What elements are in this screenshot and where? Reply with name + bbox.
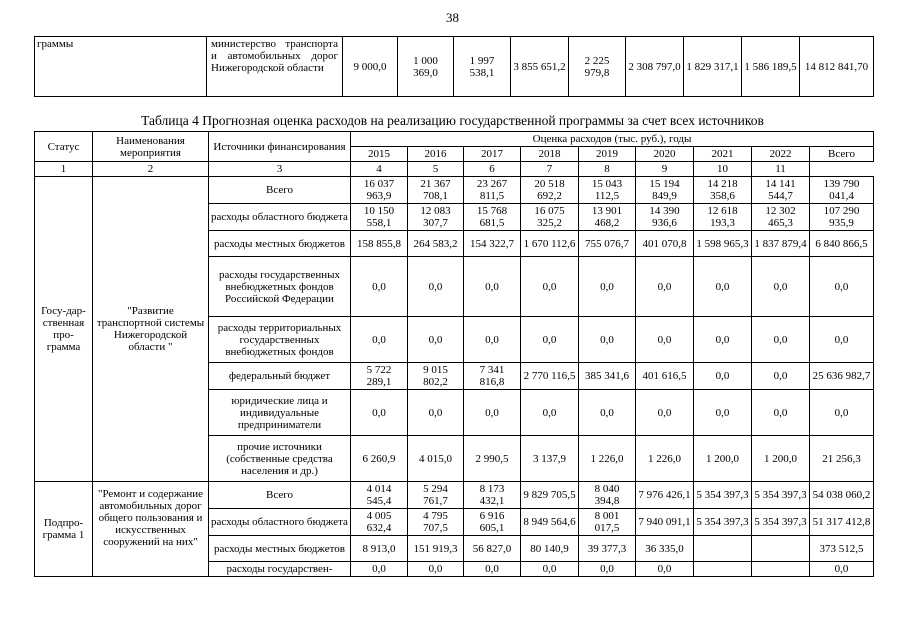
amount-cell: 1 226,0 [579,436,636,482]
column-number: 6 [464,162,521,177]
amount-cell: 0,0 [351,390,408,436]
amount-cell: 0,0 [579,562,636,577]
amount-cell: 21 367 708,1 [408,177,464,204]
amount-cell: 4 005 632,4 [351,509,408,536]
amount-cell: 0,0 [694,390,752,436]
amount-cell: 1 200,0 [752,436,810,482]
amount-cell: 0,0 [579,390,636,436]
value-cell: 1 586 189,5 [742,37,800,97]
value-cell: 3 855 651,2 [511,37,569,97]
amount-cell: 5 722 289,1 [351,363,408,390]
amount-cell: 15 768 681,5 [464,204,521,231]
column-number: 1 [35,162,93,177]
amount-cell: 14 390 936,6 [636,204,694,231]
table-row [35,37,874,97]
header-year: 2016 [408,147,464,162]
amount-cell: 0,0 [636,317,694,363]
amount-cell: 0,0 [408,257,464,317]
amount-cell: 12 083 307,7 [408,204,464,231]
amount-cell: 9 829 705,5 [521,482,579,509]
amount-cell: 0,0 [579,317,636,363]
amount-cell: 5 354 397,3 [752,482,810,509]
amount-cell: 1 837 879,4 [752,231,810,257]
amount-cell [694,562,752,577]
program-cell: граммы [35,37,207,97]
amount-cell: 107 290 935,9 [810,204,874,231]
amount-cell: 0,0 [351,317,408,363]
amount-cell: 0,0 [521,390,579,436]
column-number: 10 [694,162,752,177]
amount-cell: 15 043 112,5 [579,177,636,204]
column-number: 8 [579,162,636,177]
value-cell: 2 225 979,8 [569,37,626,97]
funding-source-cell: федеральный бюджет [209,363,351,390]
page-number: 38 [446,10,459,25]
value-cell: 1 829 317,1 [684,37,742,97]
amount-cell: 0,0 [408,390,464,436]
amount-cell: 401 070,8 [636,231,694,257]
amount-cell: 154 322,7 [464,231,521,257]
amount-cell: 12 302 465,3 [752,204,810,231]
amount-cell: 0,0 [464,257,521,317]
column-number: 9 [636,162,694,177]
amount-cell: 0,0 [408,317,464,363]
funding-source-cell: расходы государственных внебюджетных фондов Российской Федерации [209,257,351,317]
header-year: 2022 [752,147,810,162]
value-cell: 14 812 841,70 [800,37,874,97]
header-estimate: Оценка расходов (тыс. руб.), годы [351,132,874,147]
amount-cell: 6 916 605,1 [464,509,521,536]
funding-source-cell: Всего [209,482,351,509]
amount-cell: 158 855,8 [351,231,408,257]
amount-cell: 5 354 397,3 [694,482,752,509]
amount-cell: 151 919,3 [408,536,464,562]
amount-cell: 0,0 [351,562,408,577]
column-number: 7 [521,162,579,177]
table-caption: Таблица 4 Прогнозная оценка расходов на реализацию государственной программы за счет всех источников [141,113,764,128]
amount-cell: 14 218 358,6 [694,177,752,204]
amount-cell: 0,0 [636,257,694,317]
amount-cell: 6 260,9 [351,436,408,482]
status-cell: Госу-дар-ственная про-грамма [35,177,93,482]
column-number: 5 [408,162,464,177]
amount-cell [752,536,810,562]
value-cell: 1 000 369,0 [398,37,454,97]
amount-cell: 0,0 [810,257,874,317]
amount-cell: 23 267 811,5 [464,177,521,204]
amount-cell: 1 226,0 [636,436,694,482]
amount-cell: 7 341 816,8 [464,363,521,390]
amount-cell: 373 512,5 [810,536,874,562]
column-number: 4 [351,162,408,177]
funding-source-cell: расходы областного бюджета [209,509,351,536]
amount-cell: 0,0 [694,363,752,390]
funding-source-cell: расходы областного бюджета [209,204,351,231]
amount-cell: 0,0 [810,390,874,436]
amount-cell: 401 616,5 [636,363,694,390]
value-cell: 9 000,0 [343,37,398,97]
amount-cell: 25 636 982,7 [810,363,874,390]
header-year: 2020 [636,147,694,162]
amount-cell: 4 014 545,4 [351,482,408,509]
amount-cell: 8 913,0 [351,536,408,562]
amount-cell: 5 294 761,7 [408,482,464,509]
column-numbers-row [35,162,874,177]
funding-source-cell: прочие источники (собственные средства населения и др.) [209,436,351,482]
column-number: 3 [209,162,351,177]
value-cell: 2 308 797,0 [626,37,684,97]
amount-cell: 3 137,9 [521,436,579,482]
amount-cell: 39 377,3 [579,536,636,562]
amount-cell: 54 038 060,2 [810,482,874,509]
amount-cell: 0,0 [464,317,521,363]
header-sources: Источники финансирования [209,132,351,162]
amount-cell: 20 518 692,2 [521,177,579,204]
amount-cell: 2 770 116,5 [521,363,579,390]
amount-cell: 7 976 426,1 [636,482,694,509]
header-row [35,132,874,147]
header-year: 2019 [579,147,636,162]
funding-source-cell: расходы местных бюджетов [209,536,351,562]
amount-cell: 10 150 558,1 [351,204,408,231]
amount-cell: 0,0 [694,317,752,363]
header-year: 2015 [351,147,408,162]
amount-cell: 0,0 [636,562,694,577]
header-status: Статус [35,132,93,162]
amount-cell: 0,0 [464,562,521,577]
amount-cell: 5 354 397,3 [752,509,810,536]
amount-cell: 80 140,9 [521,536,579,562]
funding-source-cell: юридические лица и индивидуальные предприниматели [209,390,351,436]
amount-cell: 1 670 112,6 [521,231,579,257]
column-number: 11 [752,162,810,177]
amount-cell: 0,0 [521,257,579,317]
status-cell: Подпро-грамма 1 [35,482,93,577]
amount-cell: 4 795 707,5 [408,509,464,536]
amount-cell: 56 827,0 [464,536,521,562]
amount-cell: 1 598 965,3 [694,231,752,257]
funding-source-cell: Всего [209,177,351,204]
amount-cell: 2 990,5 [464,436,521,482]
amount-cell: 0,0 [351,257,408,317]
header-year: 2017 [464,147,521,162]
amount-cell: 0,0 [810,562,874,577]
amount-cell [752,562,810,577]
amount-cell: 51 317 412,8 [810,509,874,536]
amount-cell: 8 173 432,1 [464,482,521,509]
amount-cell: 139 790 041,4 [810,177,874,204]
amount-cell: 4 015,0 [408,436,464,482]
amount-cell: 14 141 544,7 [752,177,810,204]
amount-cell: 385 341,6 [579,363,636,390]
table-row [35,482,874,509]
activity-name-cell: "Ремонт и содержание автомобильных дорог общего пользования и искусственных сооружений на них" [93,482,209,577]
amount-cell: 13 901 468,2 [579,204,636,231]
amount-cell: 21 256,3 [810,436,874,482]
header-name: Наименования мероприятия [93,132,209,162]
header-year: Всего [810,147,874,162]
amount-cell: 8 001 017,5 [579,509,636,536]
amount-cell: 0,0 [636,390,694,436]
amount-cell: 16 075 325,2 [521,204,579,231]
amount-cell: 0,0 [408,562,464,577]
column-number: 2 [93,162,209,177]
amount-cell: 0,0 [810,317,874,363]
executor-cell: министерство транспорта и автомобильных дорог Нижегородской области [207,37,343,97]
amount-cell: 1 200,0 [694,436,752,482]
funding-source-cell: расходы территориальных государственных внебюджетных фондов [209,317,351,363]
expenses-table [34,131,874,577]
amount-cell: 15 194 849,9 [636,177,694,204]
amount-cell: 0,0 [752,390,810,436]
amount-cell: 264 583,2 [408,231,464,257]
amount-cell: 5 354 397,3 [694,509,752,536]
amount-cell: 0,0 [464,390,521,436]
activity-name-cell: "Развитие транспортной системы Нижегородской области " [93,177,209,482]
funding-source-cell: расходы государствен- [209,562,351,577]
amount-cell: 6 840 866,5 [810,231,874,257]
amount-cell: 7 940 091,1 [636,509,694,536]
amount-cell: 0,0 [752,317,810,363]
amount-cell: 8 040 394,8 [579,482,636,509]
amount-cell: 0,0 [752,363,810,390]
continuation-table [34,36,874,97]
amount-cell: 16 037 963,9 [351,177,408,204]
amount-cell: 0,0 [521,562,579,577]
header-year: 2021 [694,147,752,162]
amount-cell: 0,0 [752,257,810,317]
amount-cell [694,536,752,562]
amount-cell: 0,0 [579,257,636,317]
value-cell: 1 997 538,1 [454,37,511,97]
amount-cell: 8 949 564,6 [521,509,579,536]
header-year: 2018 [521,147,579,162]
table-row [35,177,874,204]
amount-cell: 0,0 [521,317,579,363]
amount-cell: 12 618 193,3 [694,204,752,231]
funding-source-cell: расходы местных бюджетов [209,231,351,257]
amount-cell: 9 015 802,2 [408,363,464,390]
amount-cell: 755 076,7 [579,231,636,257]
amount-cell: 36 335,0 [636,536,694,562]
amount-cell: 0,0 [694,257,752,317]
